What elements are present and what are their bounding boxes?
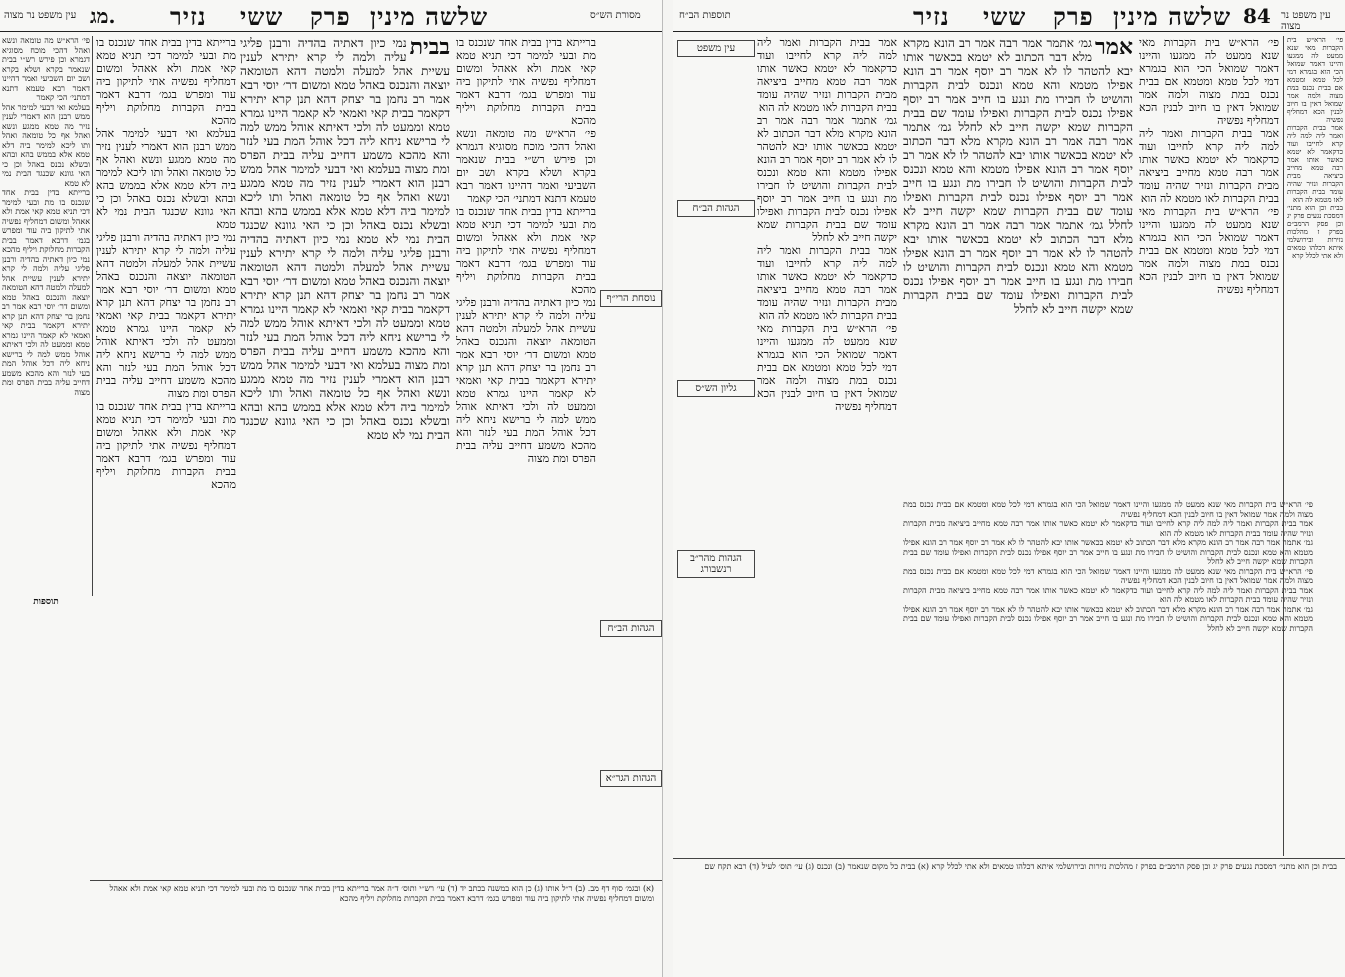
right-top-note: תוספות הב״ח — [679, 10, 731, 21]
left-main-text-body-4: בעלמא ואי דבעי למימר אהל ממש רבנן הוא דאמרי לענין נזיר מה טמא ממגע ונשא ואהל אף כל טומאה ואהל ותו ליכא למימר ביה דלא טמא אלא בממש בהא ובהא ובשלא נכנס באהל וכן כי האי גוונא שכנגד הבית נמי לא טמא — [240, 358, 450, 442]
right-commentary-block — [903, 500, 1313, 850]
left-footnotes-text: (א) ובגמ׳ סוף דף מב. (ב) ר״ל אותו (ג) כן הוא במשנה בכתב יד (ד) עי׳ רש״י ותוס׳ ד״ה אמר — [371, 884, 654, 893]
left-inner-commentary — [456, 36, 596, 876]
right-main-text-column — [903, 36, 1133, 496]
left-inner-commentary-text-3: ברייתא בדין בבית אחד שנכנס בו מת ובעי למימר דכי תניא טמא קאי אמת ולא אאהל ומשום דמחליף נפשיה אתי לתיקון ביה עוד ומפרש בגמ׳ דרבא דאמר בבית הקברות מחלוקת ויליף מהכא — [456, 205, 596, 296]
left-outer-commentary — [2, 36, 90, 596]
right-inner-commentary-text-3: אמר בבית הקברות ואמר ליה למה ליה קרא לחייבו ועוד כדקאמר לא יטמא כאשר אותו אמר רבה טמא מחייב ביציאה מבית הקברות ונזיר שהיה עומד בבית הקברות לאו מטמא לה הוא — [757, 244, 897, 322]
right-chapter-number: ששי — [983, 2, 1027, 31]
left-footnotes-text-2: ברייתא בדין בבית אחד שנכנס בו מת ובעי למימר דכי תניא טמא קאי אמת ולא אאהל ומשום דמחליף נפשיה אתי לתיקון ביה עוד ומפרש בגמ׳ דרבא דאמר בבית הקברות מחלוקת ויליף מהכא — [109, 884, 654, 903]
left-inner-commentary-text: ברייתא בדין בבית אחד שנכנס בו מת ובעי למימר דכי תניא טמא קאי אמת ולא אאהל ומשום דמחליף נפשיה אתי לתיקון ביה עוד ומפרש בגמ׳ דרבא דאמר בבית הקברות מחלוקת ויליף מהכא — [456, 36, 596, 127]
right-commentary-block-text-4: פי׳ הרא״ש בית הקברות מאי שנא ממעט לה ממגעו והיינו דאמר שמואל הכי הוא בגמרא דמי לכל טמא ומטמא אם בבית נכנס במת מצוה ולמה אמר שמואל דאין בו חיוב לבנין הכא דמחליף נפשיה — [903, 566, 1313, 585]
right-commentary-block-text-2: אמר בבית הקברות ואמר ליה למה ליה קרא לחייבו ועוד כדקאמר לא יטמא כאשר אותו אמר רבה טמא מחייב ביציאה מבית הקברות ונזיר שהיה עומד בבית הקברות לאו מטמא לה הוא — [903, 519, 1313, 538]
right-inner-commentary-text-2: גמ׳ אתמר אמר רבה אמר רב הונא מקרא מלא דבר הכתוב לא יטמא בכאשר אותו יבא להטהר לו לא אמר רב יוסף אמר רב הונא אפילו מטמא והא טמא ונכנס לבית הקברות והושיט לו חבירו מת ונגע בו חייב אמר רב יוסף אפילו נכנס לבית הקברות ואפילו עומד שם בבית הקברות שמא יקשה חייב לא לחלל — [757, 114, 897, 244]
left-folio: מג. — [90, 4, 116, 28]
right-tractate: נזיר — [913, 2, 950, 31]
left-main-heading: בבית — [409, 36, 450, 60]
left-corner-label: עין משפט נר מצוה — [4, 10, 77, 21]
left-commentary-column — [96, 36, 236, 876]
left-commentary-column-text-3: נמי כיון דאתיה בהדיה ורבנן פליגי עליה ולמה לי קרא יתירא לענין עשיית אהל למעלה ולמטה דהא הטומאה יוצאה והנכנס באהל טמא ומשום דר׳ יוסי רבא אמר רב נחמן בר יצחק דהא תנן קרא יתירא דקאמר בבית קאי ואמאי לא קאמר היינו גמרא טמא וממעט לה ולכי דאיתא אוהל ממש למה לי ברישא ניחא ליה דכל אוהל המת בעי לנזר והא מהכא משמע דחייב עליה בבית הפרס ומת מצוה — [96, 231, 236, 400]
right-outer-commentary-text-2: אמר בבית הקברות ואמר ליה למה ליה קרא לחייבו ועוד כדקאמר לא יטמא כאשר אותו אמר רבה טמא מחייב ביציאה מבית הקברות ונזיר שהיה עומד בבית הקברות לאו מטמא לה הוא — [1139, 127, 1279, 205]
left-header-rule — [0, 31, 662, 32]
left-page-header — [0, 2, 662, 32]
right-outer-commentary-text-3: פי׳ הרא״ש בית הקברות מאי שנא ממעט לה ממגעו והיינו דאמר שמואל הכי הוא בגמרא דמי לכל טמא ומטמא אם בבית נכנס במת מצוה ולמה אמר שמואל דאין בו חיוב לבנין הכא דמחליף נפשיה — [1139, 205, 1279, 296]
right-main-text-body-2: גמ׳ אתמר אמר רבה אמר רב הונא מקרא מלא דבר הכתוב לא יטמא בכאשר אותו יבא להטהר לו לא אמר רב יוסף אמר רב הונא אפילו מטמא והא טמא ונכנס לבית הקברות והושיט לו חבירו מת ונגע בו חייב אמר רב יוסף אפילו נכנס לבית הקברות ואפילו עומד שם בבית הקברות שמא יקשה חייב לא לחלל — [903, 120, 1133, 232]
right-footer-rule — [673, 858, 1345, 859]
right-margin-notes-text: פי׳ הרא״ש בית הקברות מאי שנא ממעט לה ממגעו והיינו דאמר שמואל הכי הוא בגמרא דמי לכל טמא ומטמא אם בבית נכנס במת מצוה ולמה אמר שמואל דאין בו חיוב לבנין הכא דמחליף נפשיה — [1287, 36, 1343, 124]
left-commentary-column-text-2: בעלמא ואי דבעי למימר אהל ממש רבנן הוא דאמרי לענין נזיר מה טמא ממגע ונשא ואהל אף כל טומאה ואהל ותו ליכא למימר ביה דלא טמא אלא בממש בהא ובהא ובשלא נכנס באהל וכן כי האי גוונא שכנגד הבית נמי לא טמא — [96, 127, 236, 231]
right-commentary-block-text-6: גמ׳ אתמר אמר רבה אמר רב הונא מקרא מלא דבר הכתוב לא יטמא בכאשר אותו יבא להטהר לו לא אמר רב יוסף אמר רב הונא אפילו מטמא והא טמא ונכנס לבית הקברות והושיט לו חבירו מת ונגע בו חייב אמר רב יוסף אפילו נכנס לבית הקברות ואפילו עומד שם בבית הקברות שמא יקשה חייב לא לחלל — [903, 604, 1313, 633]
right-main-text-body: גמ׳ אתמר אמר רבה אמר רב הונא מקרא מלא דבר הכתוב לא יטמא בכאשר אותו יבא להטהר לו לא אמר רב יוסף אמר רב הונא אפילו מטמא והא טמא ונכנס לבית הקברות והושיט לו חבירו מת ונגע בו חייב אמר רב יוסף אפילו נכנס לבית הקברות ואפילו עומד שם בבית הקברות שמא יקשה חייב לא לחלל — [903, 36, 1133, 134]
left-side-label-3: הגהות הגר״א — [600, 770, 662, 787]
left-side-label-2: נוסחת הרי״ף — [600, 290, 662, 307]
right-folio: 84 — [1243, 4, 1271, 28]
left-top-note: מסורת הש״ס — [590, 10, 641, 21]
right-side-label-3: גליון הש״ס — [677, 380, 755, 397]
right-side-label-2: הגהות הב״ח — [677, 200, 755, 217]
right-commentary-block-text-5: אמר בבית הקברות ואמר ליה למה ליה קרא לחייבו ועוד כדקאמר לא יטמא כאשר אותו אמר רבה טמא מחייב ביציאה מבית הקברות ונזיר שהיה עומד בבית הקברות לאו מטמא לה הוא — [903, 585, 1313, 604]
left-chapter-title: שלשה מינין — [370, 2, 489, 31]
right-corner-label: עין משפט נר מצוה — [1281, 10, 1331, 32]
left-chapter-word: פרק — [310, 2, 351, 31]
right-margin-notes-text-2: אמר בבית הקברות ואמר ליה למה ליה קרא לחייבו ועוד כדקאמר לא יטמא כאשר אותו אמר רבה טמא מחייב ביציאה מבית הקברות ונזיר שהיה עומד בבית הקברות לאו מטמא לה הוא — [1287, 124, 1343, 204]
right-page-header — [673, 2, 1345, 32]
right-bottom-commentary — [679, 862, 1337, 972]
right-inner-commentary — [757, 36, 897, 856]
left-main-text-body-3: נמי כיון דאתיה בהדיה ורבנן פליגי עליה ולמה לי קרא יתירא לענין עשיית אהל למעלה ולמטה דהא הטומאה יוצאה והנכנס באהל טמא ומשום דר׳ יוסי רבא אמר רב נחמן בר יצחק דהא תנן קרא יתירא דקאמר בבית קאי ואמאי לא קאמר היינו גמרא טמא וממעט לה ולכי דאיתא אוהל ממש למה לי ברישא ניחא ליה דכל אוהל המת בעי לנזר והא מהכא משמע דחייב עליה בבית הפרס ומת מצוה — [240, 232, 450, 372]
right-commentary-block-text: פי׳ הרא״ש בית הקברות מאי שנא ממעט לה ממגעו והיינו דאמר שמואל הכי הוא בגמרא דמי לכל טמא ומטמא אם בבית נכנס במת מצוה ולמה אמר שמואל דאין בו חיוב לבנין הכא דמחליף נפשיה — [903, 500, 1313, 519]
left-commentary-column-text-4: ברייתא בדין בבית אחד שנכנס בו מת ובעי למימר דכי תניא טמא קאי אמת ולא אאהל ומשום דמחליף נפשיה אתי לתיקון ביה עוד ומפרש בגמ׳ דרבא דאמר בבית הקברות מחלוקת ויליף מהכא — [96, 400, 236, 491]
left-main-text-body-2: בעלמא ואי דבעי למימר אהל ממש רבנן הוא דאמרי לענין נזיר מה טמא ממגע ונשא ואהל אף כל טומאה ואהל ותו ליכא למימר ביה דלא טמא אלא בממש בהא ובהא ובשלא נכנס באהל וכן כי האי גוונא שכנגד הבית נמי לא טמא — [240, 162, 450, 246]
left-outer-commentary-text: פי׳ הרא״ש מה טומאה ונשא ואהל דהכי מוכח מסוגיא דגמרא וכן פירש רש״י בבית שנאמר בקרא ושלא בקרא ושב יום השביעי ואמר דהיינו דאמר רבא טעמא דתנא דמתני׳ הכי קאמר — [2, 36, 90, 102]
right-main-text — [903, 36, 1133, 316]
left-inner-commentary-text-4: נמי כיון דאתיה בהדיה ורבנן פליגי עליה ולמה לי קרא יתירא לענין עשיית אהל למעלה ולמטה דהא הטומאה יוצאה והנכנס באהל טמא ומשום דר׳ יוסי רבא אמר רב נחמן בר יצחק דהא תנן קרא יתירא דקאמר בבית קאי ואמאי לא קאמר היינו גמרא טמא וממעט לה ולכי דאיתא אוהל ממש למה לי ברישא ניחא ליה דכל אוהל המת בעי לנזר והא מהכא משמע דחייב עליה בבית הפרס ומת מצוה — [456, 296, 596, 465]
left-footnotes — [96, 884, 654, 972]
right-margin-notes-text-3: בבית וכן הוא מתני׳ דמסכת נגעים פרק יג וכן פסק הרמב״ם בפרק ז מהלכות נזירות ובירושלמי איתא דכלהו טמאים ולא אתי לכלל קרא — [1287, 204, 1343, 260]
left-page — [0, 0, 663, 977]
right-divider — [1283, 36, 1284, 856]
right-chapter-word: פרק — [1053, 2, 1094, 31]
right-inner-commentary-text: אמר בבית הקברות ואמר ליה למה ליה קרא לחייבו ועוד כדקאמר לא יטמא כאשר אותו אמר רבה טמא מחייב ביציאה מבית הקברות ונזיר שהיה עומד בבית הקברות לאו מטמא לה הוא — [757, 36, 897, 114]
left-side-label-1: הגהות הב״ח — [600, 620, 662, 637]
left-main-text — [240, 36, 450, 442]
left-footer-rule — [90, 880, 662, 881]
right-page — [673, 0, 1345, 977]
right-side-label-1: עין משפט — [677, 40, 755, 57]
right-footnotes-text: (א) בבית כל מקום שנאמר (ב) ונכנס (ג) עי׳ תוס׳ לעיל (ד) רבא תקח שם — [704, 862, 929, 871]
left-outer-commentary-text-2: בעלמא ואי דבעי למימר אהל ממש רבנן הוא דאמרי לענין נזיר מה טמא ממגע ונשא ואהל אף כל טומאה ואהל ותו ליכא למימר ביה דלא טמא אלא בממש בהא ובהא ובשלא נכנס באהל וכן כי האי גוונא שכנגד הבית נמי לא טמא — [2, 102, 90, 188]
left-outer-label: תוספות — [33, 597, 59, 607]
left-chapter-number: ששי — [240, 2, 284, 31]
right-main-text-body-3: גמ׳ אתמר אמר רבה אמר רב הונא מקרא מלא דבר הכתוב לא יטמא בכאשר אותו יבא להטהר לו לא אמר רב יוסף אמר רב הונא אפילו מטמא והא טמא ונכנס לבית הקברות והושיט לו חבירו מת ונגע בו חייב אמר רב יוסף אפילו נכנס לבית הקברות ואפילו עומד שם בבית הקברות שמא יקשה חייב לא לחלל — [903, 218, 1133, 316]
left-tractate: נזיר — [170, 2, 207, 31]
right-bottom-commentary-text: בבית וכן הוא מתני׳ דמסכת נגעים פרק יג וכן פסק הרמב״ם בפרק ז מהלכות נזירות ובירושלמי איתא דכלהו טמאים ולא אתי לכלל קרא — [931, 862, 1337, 871]
left-outer-commentary-text-3: ברייתא בדין בבית אחד שנכנס בו מת ובעי למימר דכי תניא טמא קאי אמת ולא אאהל ומשום דמחליף נפשיה אתי לתיקון ביה עוד ומפרש בגמ׳ דרבא דאמר בבית הקברות מחלוקת ויליף מהכא — [2, 188, 90, 254]
right-chapter-title: שלשה מינין — [1113, 2, 1232, 31]
right-main-heading: אמר — [1095, 36, 1133, 60]
left-divider-1 — [92, 36, 93, 596]
left-main-text-body: נמי כיון דאתיה בהדיה ורבנן פליגי עליה ולמה לי קרא יתירא לענין עשיית אהל למעלה ולמטה דהא הטומאה יוצאה והנכנס באהל טמא ומשום דר׳ יוסי רבא אמר רב נחמן בר יצחק דהא תנן קרא יתירא דקאמר בבית קאי ואמאי לא קאמר היינו גמרא טמא וממעט לה ולכי דאיתא אוהל ממש למה לי ברישא ניחא ליה דכל אוהל המת בעי לנזר והא מהכא משמע דחייב עליה בבית הפרס ומת מצוה — [240, 36, 450, 176]
left-commentary-column-text: ברייתא בדין בבית אחד שנכנס בו מת ובעי למימר דכי תניא טמא קאי אמת ולא אאהל ומשום דמחליף נפשיה אתי לתיקון ביה עוד ומפרש בגמ׳ דרבא דאמר בבית הקברות מחלוקת ויליף מהכא — [96, 36, 236, 127]
right-side-label-4: הגהות מהר״ב רנשבורג — [677, 550, 755, 578]
right-inner-commentary-text-4: פי׳ הרא״ש בית הקברות מאי שנא ממעט לה ממגעו והיינו דאמר שמואל הכי הוא בגמרא דמי לכל טמא ומטמא אם בבית נכנס במת מצוה ולמה אמר שמואל דאין בו חיוב לבנין הכא דמחליף נפשיה — [757, 322, 897, 413]
right-outer-commentary — [1139, 36, 1279, 496]
left-inner-commentary-text-2: פי׳ הרא״ש מה טומאה ונשא ואהל דהכי מוכח מסוגיא דגמרא וכן פירש רש״י בבית שנאמר בקרא ושלא בקרא ושב יום השביעי ואמר דהיינו דאמר רבא טעמא דתנא דמתני׳ הכי קאמר — [456, 127, 596, 205]
right-outer-commentary-text: פי׳ הרא״ש בית הקברות מאי שנא ממעט לה ממגעו והיינו דאמר שמואל הכי הוא בגמרא דמי לכל טמא ומטמא אם בבית נכנס במת מצוה ולמה אמר שמואל דאין בו חיוב לבנין הכא דמחליף נפשיה — [1139, 36, 1279, 127]
right-header-rule — [673, 31, 1345, 32]
right-commentary-block-text-3: גמ׳ אתמר אמר רבה אמר רב הונא מקרא מלא דבר הכתוב לא יטמא בכאשר אותו יבא להטהר לו לא אמר רב יוסף אמר רב הונא אפילו מטמא והא טמא ונכנס לבית הקברות והושיט לו חבירו מת ונגע בו חייב אמר רב יוסף אפילו נכנס לבית הקברות ואפילו עומד שם בבית הקברות שמא יקשה חייב לא לחלל — [903, 538, 1313, 566]
right-margin-notes — [1287, 36, 1343, 856]
left-outer-commentary-text-4: נמי כיון דאתיה בהדיה ורבנן פליגי עליה ולמה לי קרא יתירא לענין עשיית אהל למעלה ולמטה דהא הטומאה יוצאה והנכנס באהל טמא ומשום דר׳ יוסי רבא אמר רב נחמן בר יצחק דהא תנן קרא יתירא דקאמר בבית קאי ואמאי לא קאמר היינו גמרא טמא וממעט לה ולכי דאיתא אוהל ממש למה לי ברישא ניחא ליה דכל אוהל המת בעי לנזר והא מהכא משמע דחייב עליה בבית הפרס ומת מצוה — [2, 254, 90, 397]
left-main-text-column — [240, 36, 450, 656]
